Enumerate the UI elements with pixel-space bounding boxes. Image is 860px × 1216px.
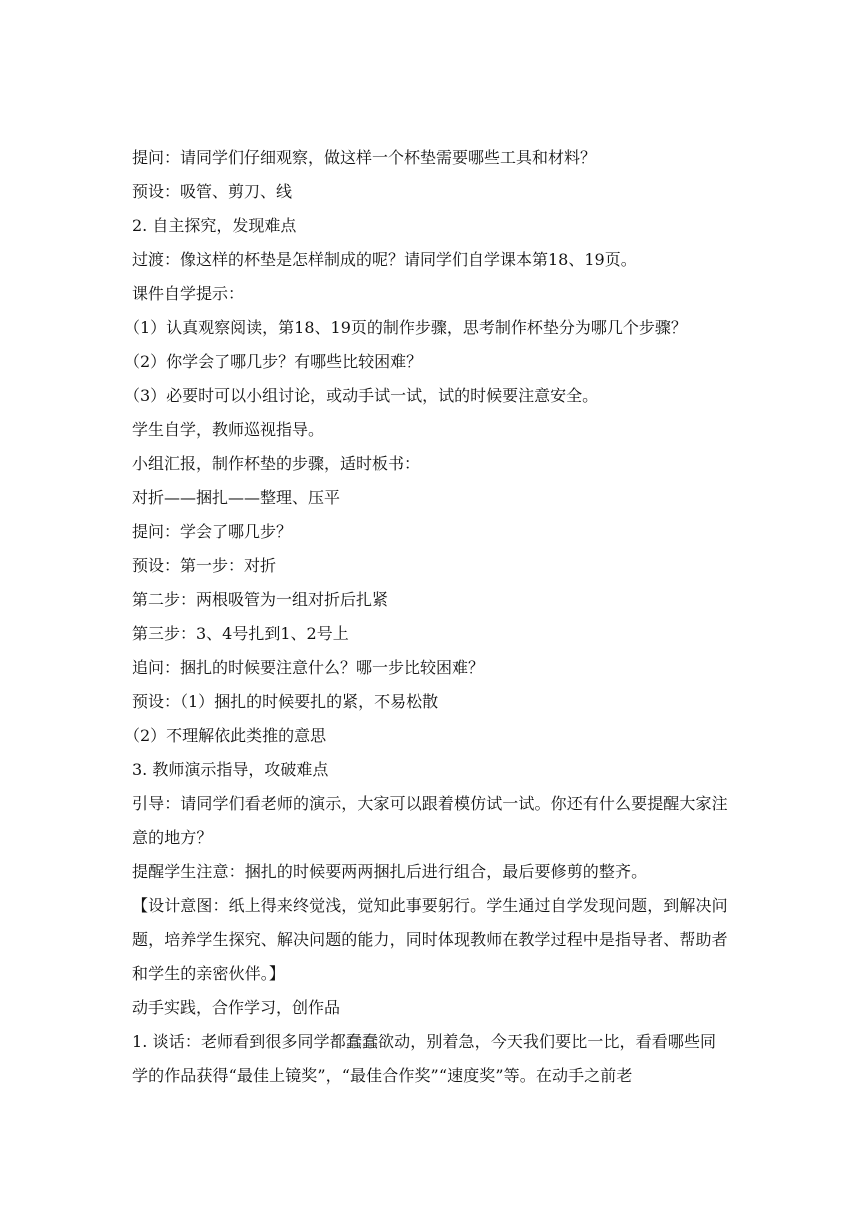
section-heading: 动手实践，合作学习，创作品: [132, 998, 341, 1017]
text-line: 预设：（1）捆扎的时候要扎的紧，不易松散: [132, 692, 439, 711]
text-line: （2）你学会了哪几步？有哪些比较困难？: [124, 352, 423, 371]
text-line: 第三步：3、4号扎到1、2号上: [132, 624, 349, 643]
text-line: （1）认真观察阅读，第18、19页的制作步骤，思考制作杯垫分为哪几个步骤？: [124, 318, 687, 337]
guide-paragraph: 引导：请同学们看老师的演示，大家可以跟着模仿试一试。你还有什么要提醒大家注意的地方？: [132, 794, 728, 847]
text-line: 课件自学提示：: [132, 284, 245, 303]
document-body: [124, 141, 732, 1093]
design-intent-paragraph: 【设计意图：纸上得来终觉浅，觉知此事要躬行。学生通过自学发现问题，到解决问题，培养学生探究、解决问题的能力，同时体现教师在教学过程中是指导者、帮助者和学生的亲密伙伴。】: [132, 896, 728, 983]
text-line: （3）必要时可以小组讨论，或动手试一试，试的时候要注意安全。: [124, 386, 599, 405]
text-line: （2）不理解依此类推的意思: [124, 726, 327, 745]
text-line: 学生自学，教师巡视指导。: [132, 420, 325, 439]
text-line: 2. 自主探究，发现难点: [132, 216, 297, 235]
reminder-paragraph: 提醒学生注意：捆扎的时候要两两捆扎后进行组合，最后要修剪的整齐。: [132, 862, 648, 881]
talk-paragraph: 1. 谈话：老师看到很多同学都蠢蠢欲动，别着急，今天我们要比一比，看看哪些同学的作品获得“最佳上镜奖”，“最佳合作奖”“速度奖”等。在动手之前老: [132, 1032, 717, 1085]
text-line: 对折——捆扎——整理、压平: [132, 488, 341, 507]
text-line: 追问：捆扎的时候要注意什么？哪一步比较困难？: [132, 658, 485, 677]
text-line: 小组汇报，制作杯垫的步骤，适时板书：: [132, 454, 421, 473]
text-line: 预设：吸管、剪刀、线: [132, 182, 293, 201]
text-line: 提问：学会了哪几步？: [132, 522, 293, 541]
text-line: 提问：请同学们仔细观察，做这样一个杯垫需要哪些工具和材料？: [132, 148, 597, 167]
text-line: 预设：第一步：对折: [132, 556, 277, 575]
text-line: 3. 教师演示指导，攻破难点: [132, 760, 329, 779]
text-line: 第二步：两根吸管为一组对折后扎紧: [132, 590, 389, 609]
text-line: 过渡：像这样的杯垫是怎样制成的呢？请同学们自学课本第18、19页。: [132, 250, 637, 269]
